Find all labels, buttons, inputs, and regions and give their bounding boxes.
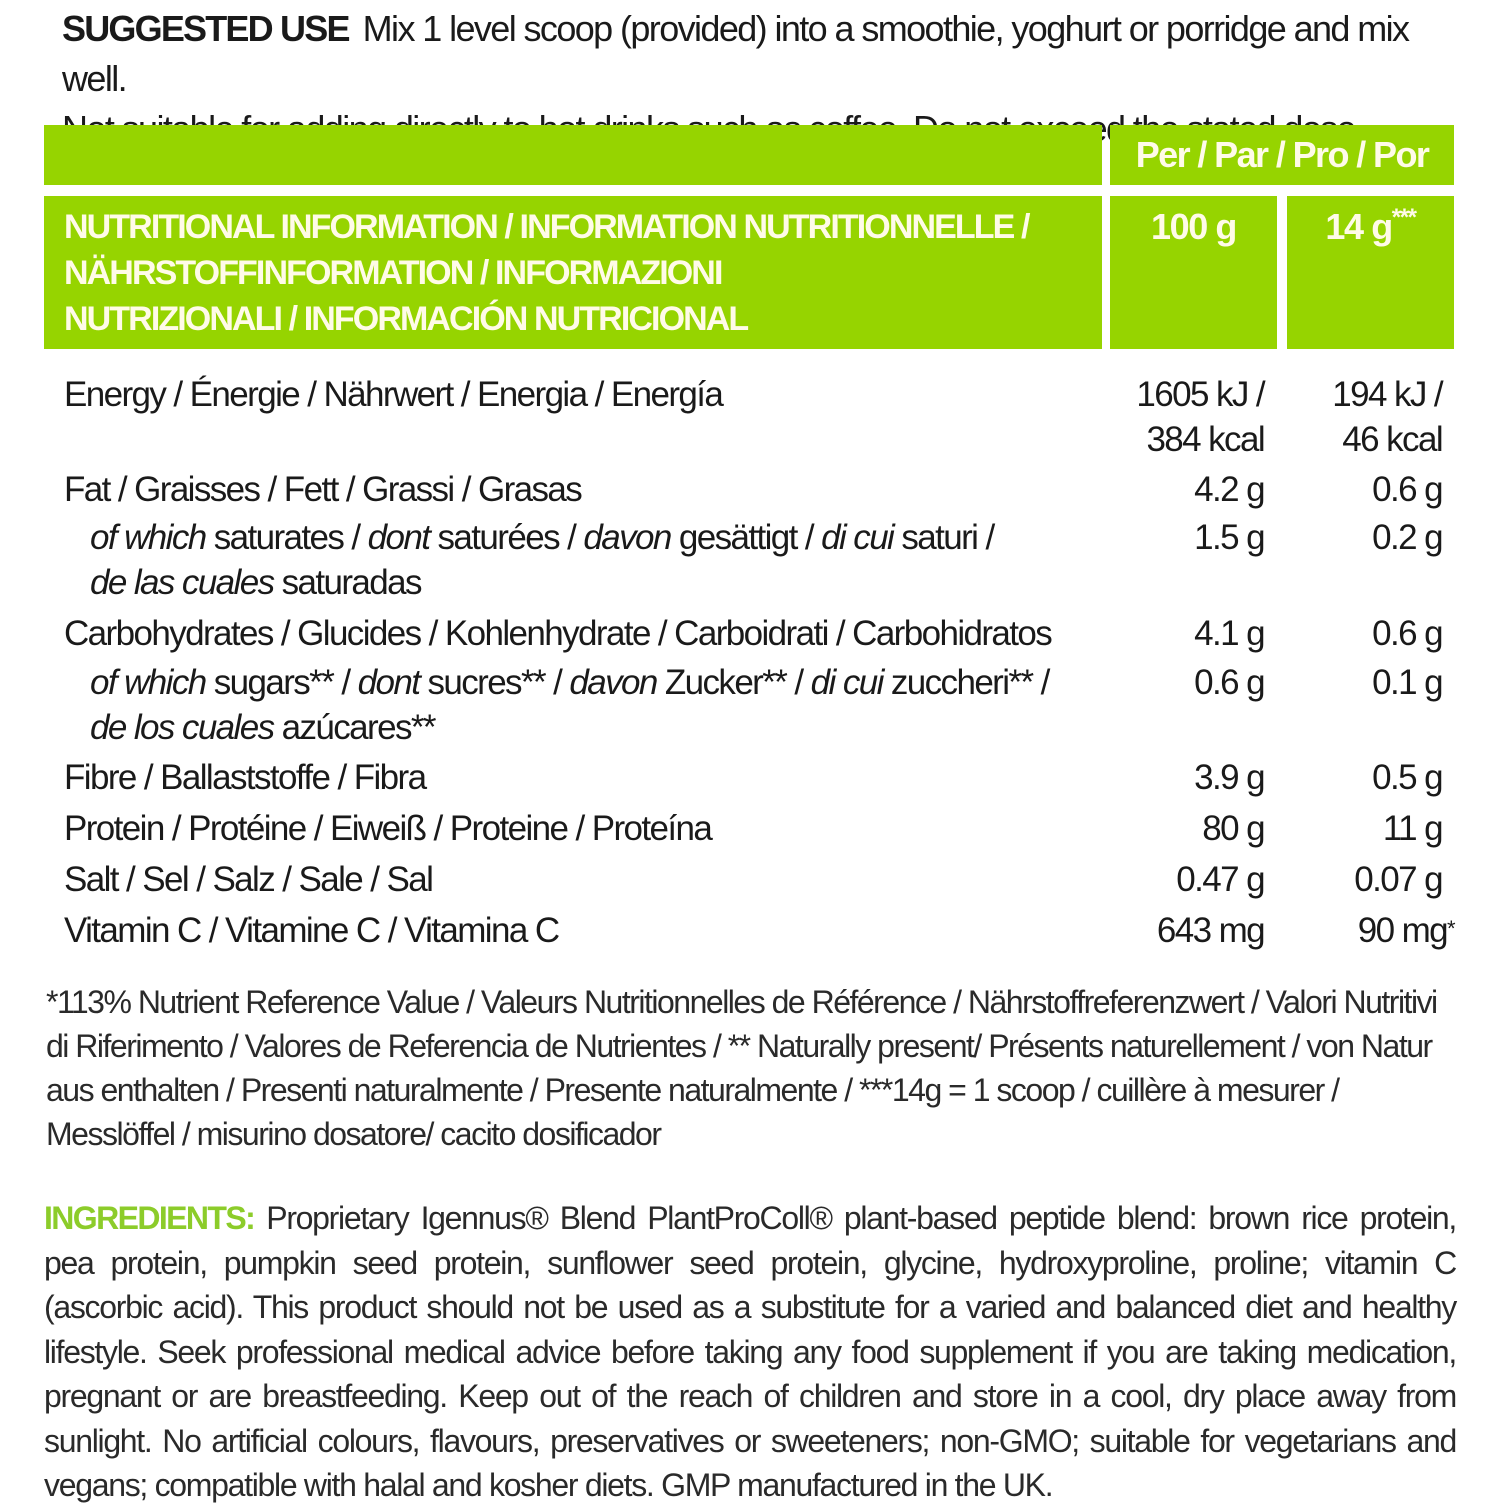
ingredients-text: Proprietary Igennus® Blend PlantProColl® plant-based peptide blend: brown rice protein, pea protein, pumpkin seed protein, sunflower seed protein, glycine, hydroxyproline, proline; vitamin C (ascorbic acid). This product should not be used as a substitute for a varied and balanced diet and healthy lifestyle. Seek professional medical advice before taking any food supplement if you are taking medication, pregnant or are breastfeeding. Keep out of the reach of children and store in a cool, dry place away from sunlight. No artificial colours, flavours, preservatives or sweeteners; non-GMO; suitable for vegetarians and vegans; compatible with halal and kosher diets. GMP manufactured in the UK.	[44, 1200, 1457, 1503]
per-label: Per / Par / Pro / Por	[1110, 125, 1454, 185]
ingredients-label: INGREDIENTS:	[44, 1200, 255, 1236]
ingredients	[44, 1196, 1456, 1508]
column-header-14g: 14 g***	[1287, 196, 1454, 349]
suggested-use-label: SUGGESTED USE	[62, 8, 349, 49]
table-title: NUTRITIONAL INFORMATION / INFORMATION NUTRITIONNELLE / NÄHRSTOFFINFORMATION / INFORMAZIONI NUTRIZIONALI / INFORMACIÓN NUTRICIONAL	[44, 196, 1102, 349]
column-header-100g: 100 g	[1110, 196, 1277, 349]
suggested-use-line1: SUGGESTED USE Mix 1 level scoop (provided) into a smoothie, yoghurt or porridge and mix well.	[62, 8, 1409, 99]
footnote: *113% Nutrient Reference Value / Valeurs Nutritionnelles de Référence / Nährstoffreferenzwert / Valori Nutritivi di Riferimento / Valores de Referencia de Nutrientes / ** Naturally present/ Présents naturellement / von Natur aus enthalten / Presenti naturalmente / Presente naturalmente / ***14g = 1 scoop / cuillère à mesurer / Messlöffel / misurino dosatore/ cacito dosificador	[46, 984, 1437, 1152]
table-header-blank	[44, 125, 1102, 185]
